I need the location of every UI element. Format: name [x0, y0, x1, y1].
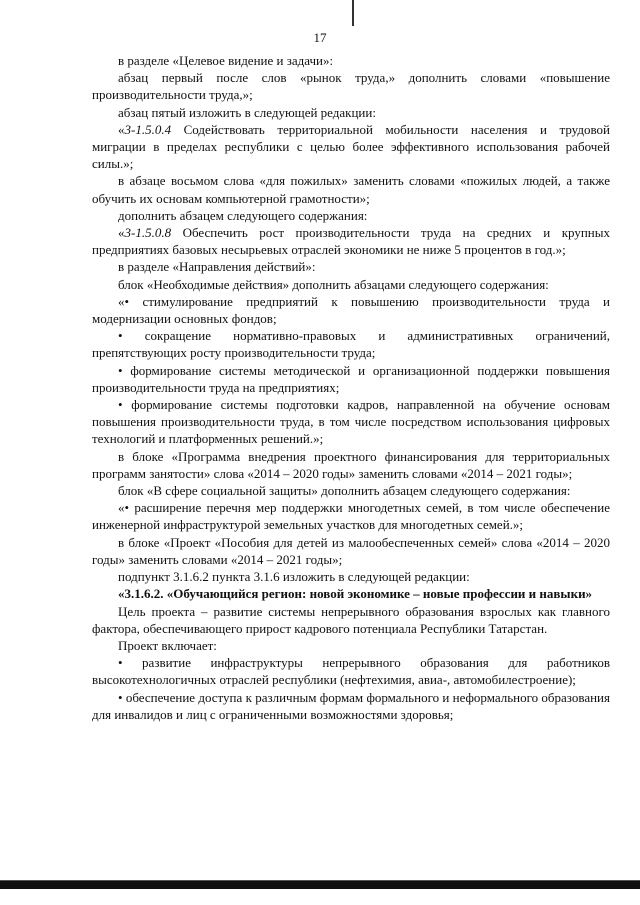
bullet-paragraph: • развитие инфраструктуры непрерывного образования для работников высокотехнологичных отраслей республики (нефтехимия, авиа-, автомобилестроение);: [92, 655, 610, 688]
section-heading: «3.1.6.2. «Обучающийся регион: новой экономике – новые профессии и навыки»: [118, 586, 593, 602]
bullet-paragraph: «• стимулирование предприятий к повышению производительности труда и модернизации основных фондов;: [92, 293, 610, 327]
quote-mark: «: [118, 121, 125, 137]
paragraph: подпункт 3.1.6.2 пункта 3.1.6 изложить в следующей редакции:: [118, 569, 470, 585]
bullet-paragraph: • обеспечение доступа к различным формам формального и неформального образования для инвалидов и лиц с ограниченными возможностями здоровья;: [92, 689, 610, 722]
paragraph: Проект включает:: [118, 637, 217, 653]
document-body: [92, 52, 610, 723]
bullet-paragraph: • формирование системы методической и организационной поддержки повышения производительности труда на предприятиях;: [92, 362, 610, 395]
paragraph-text: Содействовать территориальной мобильности населения и трудовой миграции в пределах республики с целью более эффективного использования рабочей силы.»;: [92, 121, 610, 172]
paragraph: Цель проекта – развитие системы непрерывного образования взрослых как главного фактора, обеспечивающего прирост кадрового потенциала Республики Татарстан.: [92, 603, 610, 636]
paragraph: абзац пятый изложить в следующей редакции:: [118, 104, 376, 120]
paragraph: в блоке «Проект «Пособия для детей из малообеспеченных семей» слова «2014 – 2020 годы» заменить словами «2014 – 2021 годы»;: [92, 534, 610, 567]
paragraph: блок «Необходимые действия» дополнить абзацами следующего содержания:: [118, 276, 549, 292]
quote-mark: «: [118, 225, 125, 241]
paragraph: в разделе «Направления действий»:: [118, 259, 316, 275]
paragraph: дополнить абзацем следующего содержания:: [118, 207, 368, 223]
task-code: 3-1.5.0.4: [124, 121, 172, 137]
task-code: 3-1.5.0.8: [124, 225, 172, 241]
bullet-paragraph: «• расширение перечня мер поддержки многодетных семей, в том числе обеспечение инженерной инфраструктурой земельных участков для многодетных семей.»;: [92, 500, 610, 533]
scan-border-bottom: [0, 881, 640, 889]
paragraph: в блоке «Программа внедрения проектного финансирования для территориальных программ занятости» слова «2014 – 2020 годы» заменить словами «2014 – 2021 годы»;: [92, 448, 610, 481]
bullet-paragraph: • сокращение нормативно-правовых и административных ограничений, препятствующих росту производительности труда;: [92, 328, 610, 361]
paragraph: [92, 121, 610, 173]
paragraph: в абзаце восьмом слова «для пожилых» заменить словами «пожилых людей, а также обучить их основам компьютерной грамотности»;: [92, 173, 610, 206]
paragraph: абзац первый после слов «рынок труда,» дополнить словами «повышение производительности труда,»;: [92, 70, 610, 103]
bullet-paragraph: • формирование системы подготовки кадров, направленной на обучение основам повышения производительности труда, в том числе посредством использования цифровых технологий и платформенных решений.»;: [92, 397, 610, 447]
page-number: 17: [313, 30, 327, 45]
paragraph: в разделе «Целевое видение и задачи»:: [118, 53, 334, 68]
paragraph: [92, 224, 610, 258]
scan-artifact-top: [352, 0, 354, 26]
paragraph: блок «В сфере социальной защиты» дополнить абзацем следующего содержания:: [118, 483, 571, 499]
paragraph-text: Обеспечить рост производительности труда на средних и крупных предприятиях базовых несырьевых отраслей экономики не ниже 5 процентов в год.»;: [92, 225, 610, 258]
